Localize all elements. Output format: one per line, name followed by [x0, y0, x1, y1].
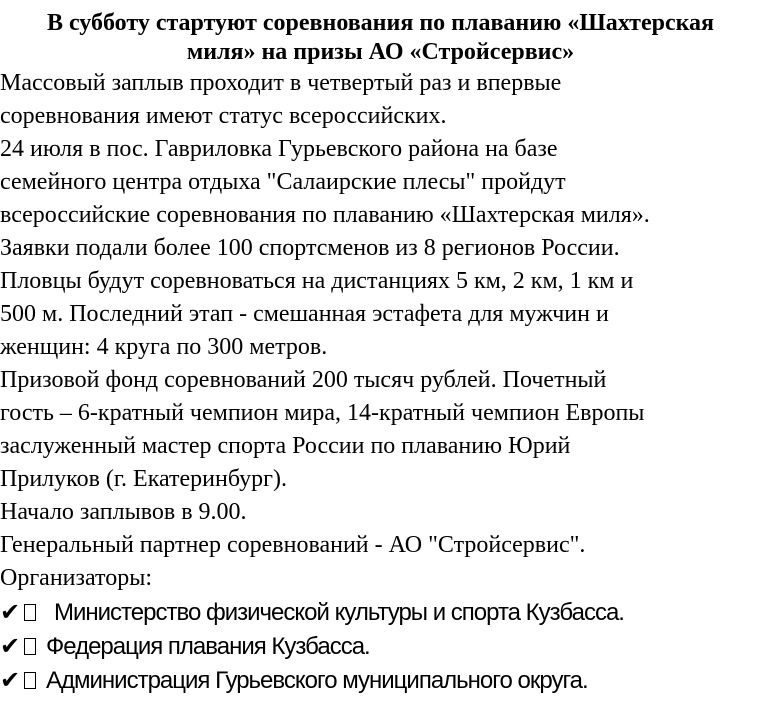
body-line: соревнования имеют статус всероссийских. [0, 103, 447, 129]
organizer-label: Федерация плавания Кузбасса. [46, 633, 370, 660]
article-title [0, 9, 761, 67]
title-line-2: миля» на призы АО «Стройсервис» [186, 39, 575, 65]
organizer-label: Министерство физической культуры и спорта Кузбасса. [54, 599, 624, 626]
body-line: Пловцы будут соревноваться на дистанциях 5 км, 2 км, 1 км и [0, 268, 634, 294]
organizers-heading: Организаторы: [0, 565, 152, 591]
check-mark-icon: ✔ [0, 632, 21, 660]
body-line: гость – 6-кратный чемпион мира, 14-кратный чемпион Европы [0, 400, 645, 426]
body-line: Прилуков (г. Екатеринбург). [0, 466, 288, 492]
list-item [0, 629, 761, 663]
body-line: Начало заплывов в 9.00. [0, 499, 247, 525]
title-line-1: В субботу стартуют соревнования по плаванию «Шахтерская [46, 10, 715, 36]
list-item [0, 595, 761, 629]
check-mark-icon: ✔ [0, 666, 21, 694]
list-item [0, 663, 761, 697]
body-line: Генеральный партнер соревнований - АО "Стройсервис". [0, 532, 586, 558]
body-line: женщин: 4 круга по 300 метров. [0, 334, 328, 360]
check-mark-icon: ✔ [0, 598, 21, 626]
body-line: 24 июля в пос. Гавриловка Гурьевского района на базе [0, 136, 558, 162]
body-line: семейного центра отдыха "Салаирские плесы" пройдут [0, 169, 566, 195]
organizers-list [0, 595, 761, 697]
body-line: Заявки подали более 100 спортсменов из 8 регионов России. [0, 235, 620, 261]
body-line: Массовый заплыв проходит в четвертый раз и впервые [0, 70, 562, 96]
missing-glyph-icon [24, 638, 36, 655]
body-line: всероссийские соревнования по плаванию «Шахтерская миля». [0, 202, 650, 228]
article-body [0, 67, 761, 595]
missing-glyph-icon [24, 672, 36, 689]
missing-glyph-icon [24, 604, 36, 621]
body-line: Призовой фонд соревнований 200 тысяч рублей. Почетный [0, 367, 607, 393]
body-line: 500 м. Последний этап - смешанная эстафета для мужчин и [0, 301, 609, 327]
body-line: заслуженный мастер спорта России по плаванию Юрий [0, 433, 571, 459]
organizer-label: Администрация Гурьевского муниципального округа. [46, 667, 588, 694]
